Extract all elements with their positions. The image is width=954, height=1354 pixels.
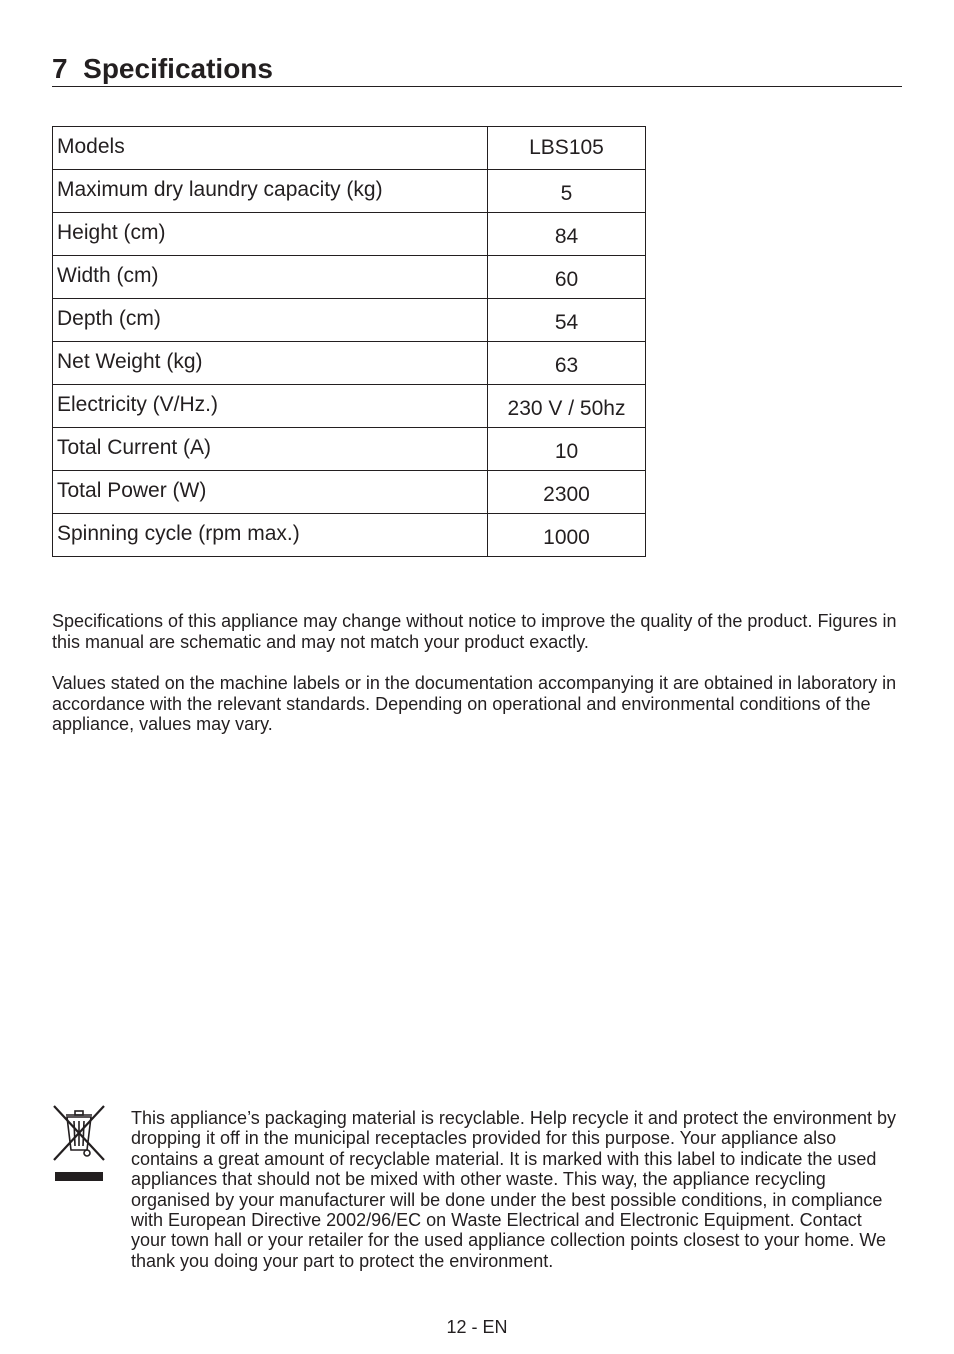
spec-label: Models (53, 127, 488, 170)
spec-label: Spinning cycle (rpm max.) (53, 514, 488, 557)
table-row (53, 428, 646, 471)
spec-label: Net Weight (kg) (53, 342, 488, 385)
table-row (53, 170, 646, 213)
table-row (53, 299, 646, 342)
section-title: Specifications (83, 53, 273, 84)
spec-label: Total Current (A) (53, 428, 488, 471)
spec-label: Width (cm) (53, 256, 488, 299)
spec-value: 5 (488, 170, 646, 213)
spec-value: LBS105 (488, 127, 646, 170)
section-heading (52, 52, 902, 87)
specification-change-note: Specifications of this appliance may change without notice to improve the quality of the product. Figures in this manual are schematic and may not match your product exactly. (52, 611, 897, 652)
table-row (53, 213, 646, 256)
section-number: 7 (52, 53, 68, 84)
table-row (53, 514, 646, 557)
table-row (53, 471, 646, 514)
spec-value: 63 (488, 342, 646, 385)
recycling-notice: This appliance’s packaging material is recyclable. Help recycle it and protect the environment by dropping it off in the municipal receptacles provided for this purpose. Your appliance also contains a great amount of recyclable material. It is marked with this label to indicate the used appliances that should not be mixed with other waste. This way, the appliance recycling organised by your manufacturer will be done under the best possible conditions, in compliance with European Directive 2002/96/EC on Waste Electrical and Electronic Equipment. Contact your town hall or your retailer for the used appliance collection points closest to your home. We thank you doing your part to protect the environment. (131, 1108, 897, 1271)
table-row (53, 385, 646, 428)
spec-label: Depth (cm) (53, 299, 488, 342)
spec-label: Height (cm) (53, 213, 488, 256)
page-title (52, 52, 273, 86)
spec-label: Electricity (V/Hz.) (53, 385, 488, 428)
spec-value: 2300 (488, 471, 646, 514)
table-row (53, 256, 646, 299)
spec-value: 230 V / 50hz (488, 385, 646, 428)
spec-value: 10 (488, 428, 646, 471)
spec-value: 54 (488, 299, 646, 342)
spec-label: Total Power (W) (53, 471, 488, 514)
crossed-out-wheeled-bin-icon (52, 1103, 106, 1185)
table-row (53, 342, 646, 385)
spec-value: 60 (488, 256, 646, 299)
spec-label: Maximum dry laundry capacity (kg) (53, 170, 488, 213)
spec-value: 1000 (488, 514, 646, 557)
measurement-values-note: Values stated on the machine labels or in the documentation accompanying it are obtained in laboratory in accordance with the relevant standards. Depending on operational and environmental conditions of the appliance, values may vary. (52, 673, 897, 734)
page-number: 12 - EN (446, 1317, 508, 1337)
specifications-table (52, 126, 646, 557)
spec-value: 84 (488, 213, 646, 256)
table-row (53, 127, 646, 170)
